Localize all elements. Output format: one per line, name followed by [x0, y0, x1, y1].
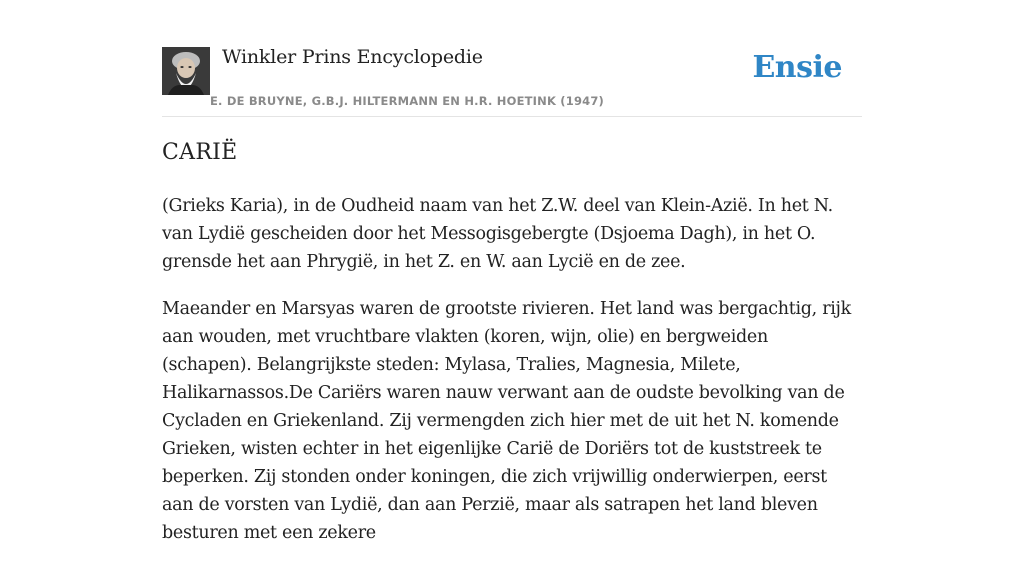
article-body: [162, 192, 862, 566]
brand-logo[interactable]: Ensie: [752, 50, 842, 85]
portrait-photo-icon[interactable]: [162, 47, 210, 95]
header: [162, 0, 862, 117]
article-paragraph: Maeander en Marsyas waren de grootste rivieren. Het land was bergachtig, rijk aan wouden, met vruchtbare vlakten (koren, wijn, olie) en bergweiden (schapen). Belangrijkste steden: Mylasa, Tralies, Magnesia, Milete, Halikarnassos.De Cariërs waren nauw verwant aan de oudste bevolking van de Cycladen en Griekenland. Zij vermengden zich hier met de uit het N. komende Grieken, wisten echter in het eigenlijke Carië de Doriërs tot de kuststreek te beperken. Zij stonden onder koningen, die zich vrijwillig onderwierpen, eerst aan de vorsten van Lydië, dan aan Perzië, maar als satrapen het land bleven besturen met een zekere: [162, 299, 851, 543]
authors-line: E. DE BRUYNE, G.B.J. HILTERMANN EN H.R. HOETINK (1947): [210, 94, 605, 108]
article-title: CARIË: [162, 140, 238, 165]
publication-title[interactable]: Winkler Prins Encyclopedie: [222, 46, 483, 68]
page: [162, 0, 862, 543]
article-paragraph: (Grieks Karia), in de Oudheid naam van het Z.W. deel van Klein-Azië. In het N. van Lydië gescheiden door het Messogisgebergte (Dsjoema Dagh), in het O. grensde het aan Phrygië, in het Z. en W. aan Lycië en de zee.: [162, 196, 833, 272]
